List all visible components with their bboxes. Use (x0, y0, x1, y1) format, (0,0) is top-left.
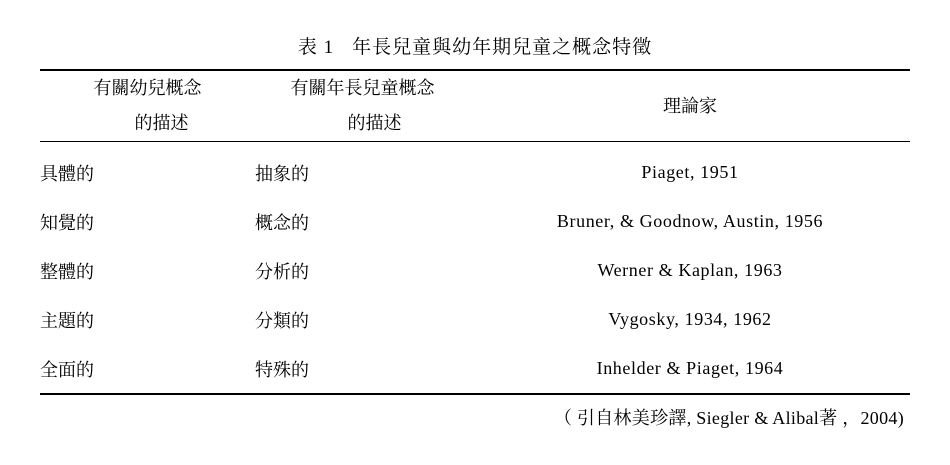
table-row (40, 344, 910, 393)
table-caption (0, 0, 950, 69)
column-header-young-child (40, 71, 255, 141)
cell-theorist: Inhelder & Piaget, 1964 (596, 358, 784, 379)
column-header-young-child-line2: 的描述 (134, 113, 189, 134)
table-row (40, 295, 910, 344)
table-title-text: 年長兒童與幼年期兒童之概念特徵 (352, 37, 653, 58)
cell-theorist: Piaget, 1951 (641, 162, 739, 183)
cell-older-concept: 概念的 (255, 212, 309, 233)
cell-young-concept: 整體的 (40, 261, 94, 282)
table-row (40, 246, 910, 295)
concept-characteristics-table (40, 71, 910, 141)
cell-theorist: Vygosky, 1934, 1962 (608, 309, 772, 330)
cell-theorist: Werner & Kaplan, 1963 (597, 260, 783, 281)
cell-older-concept: 特殊的 (255, 359, 309, 380)
column-header-older-child (255, 71, 470, 141)
table-body-wrapper (40, 148, 910, 393)
cell-older-concept: 分析的 (255, 261, 309, 282)
cell-older-concept: 分類的 (255, 310, 309, 331)
cell-young-concept: 全面的 (40, 359, 94, 380)
column-header-older-child-line2: 的描述 (347, 113, 402, 134)
cell-young-concept: 主題的 (40, 310, 94, 331)
table-source-note: （ 引自林美珍譯, Siegler & Alibal著 ，2004) (553, 408, 904, 429)
column-header-theorist (470, 71, 910, 141)
table-body (40, 148, 910, 393)
cell-theorist: Bruner, & Goodnow, Austin, 1956 (556, 211, 824, 232)
column-header-young-child-line1: 有關幼兒概念 (93, 78, 202, 98)
cell-young-concept: 具體的 (40, 163, 94, 184)
table-row (40, 148, 910, 197)
table-row (40, 197, 910, 246)
table-number: 表 1 (297, 37, 335, 58)
column-header-theorist-line1: 理論家 (663, 95, 717, 116)
table-header-row (40, 71, 910, 141)
table-header (40, 71, 910, 141)
cell-older-concept: 抽象的 (255, 163, 309, 184)
column-header-older-child-line1: 有關年長兒童概念 (290, 78, 435, 98)
cell-young-concept: 知覺的 (40, 212, 94, 233)
